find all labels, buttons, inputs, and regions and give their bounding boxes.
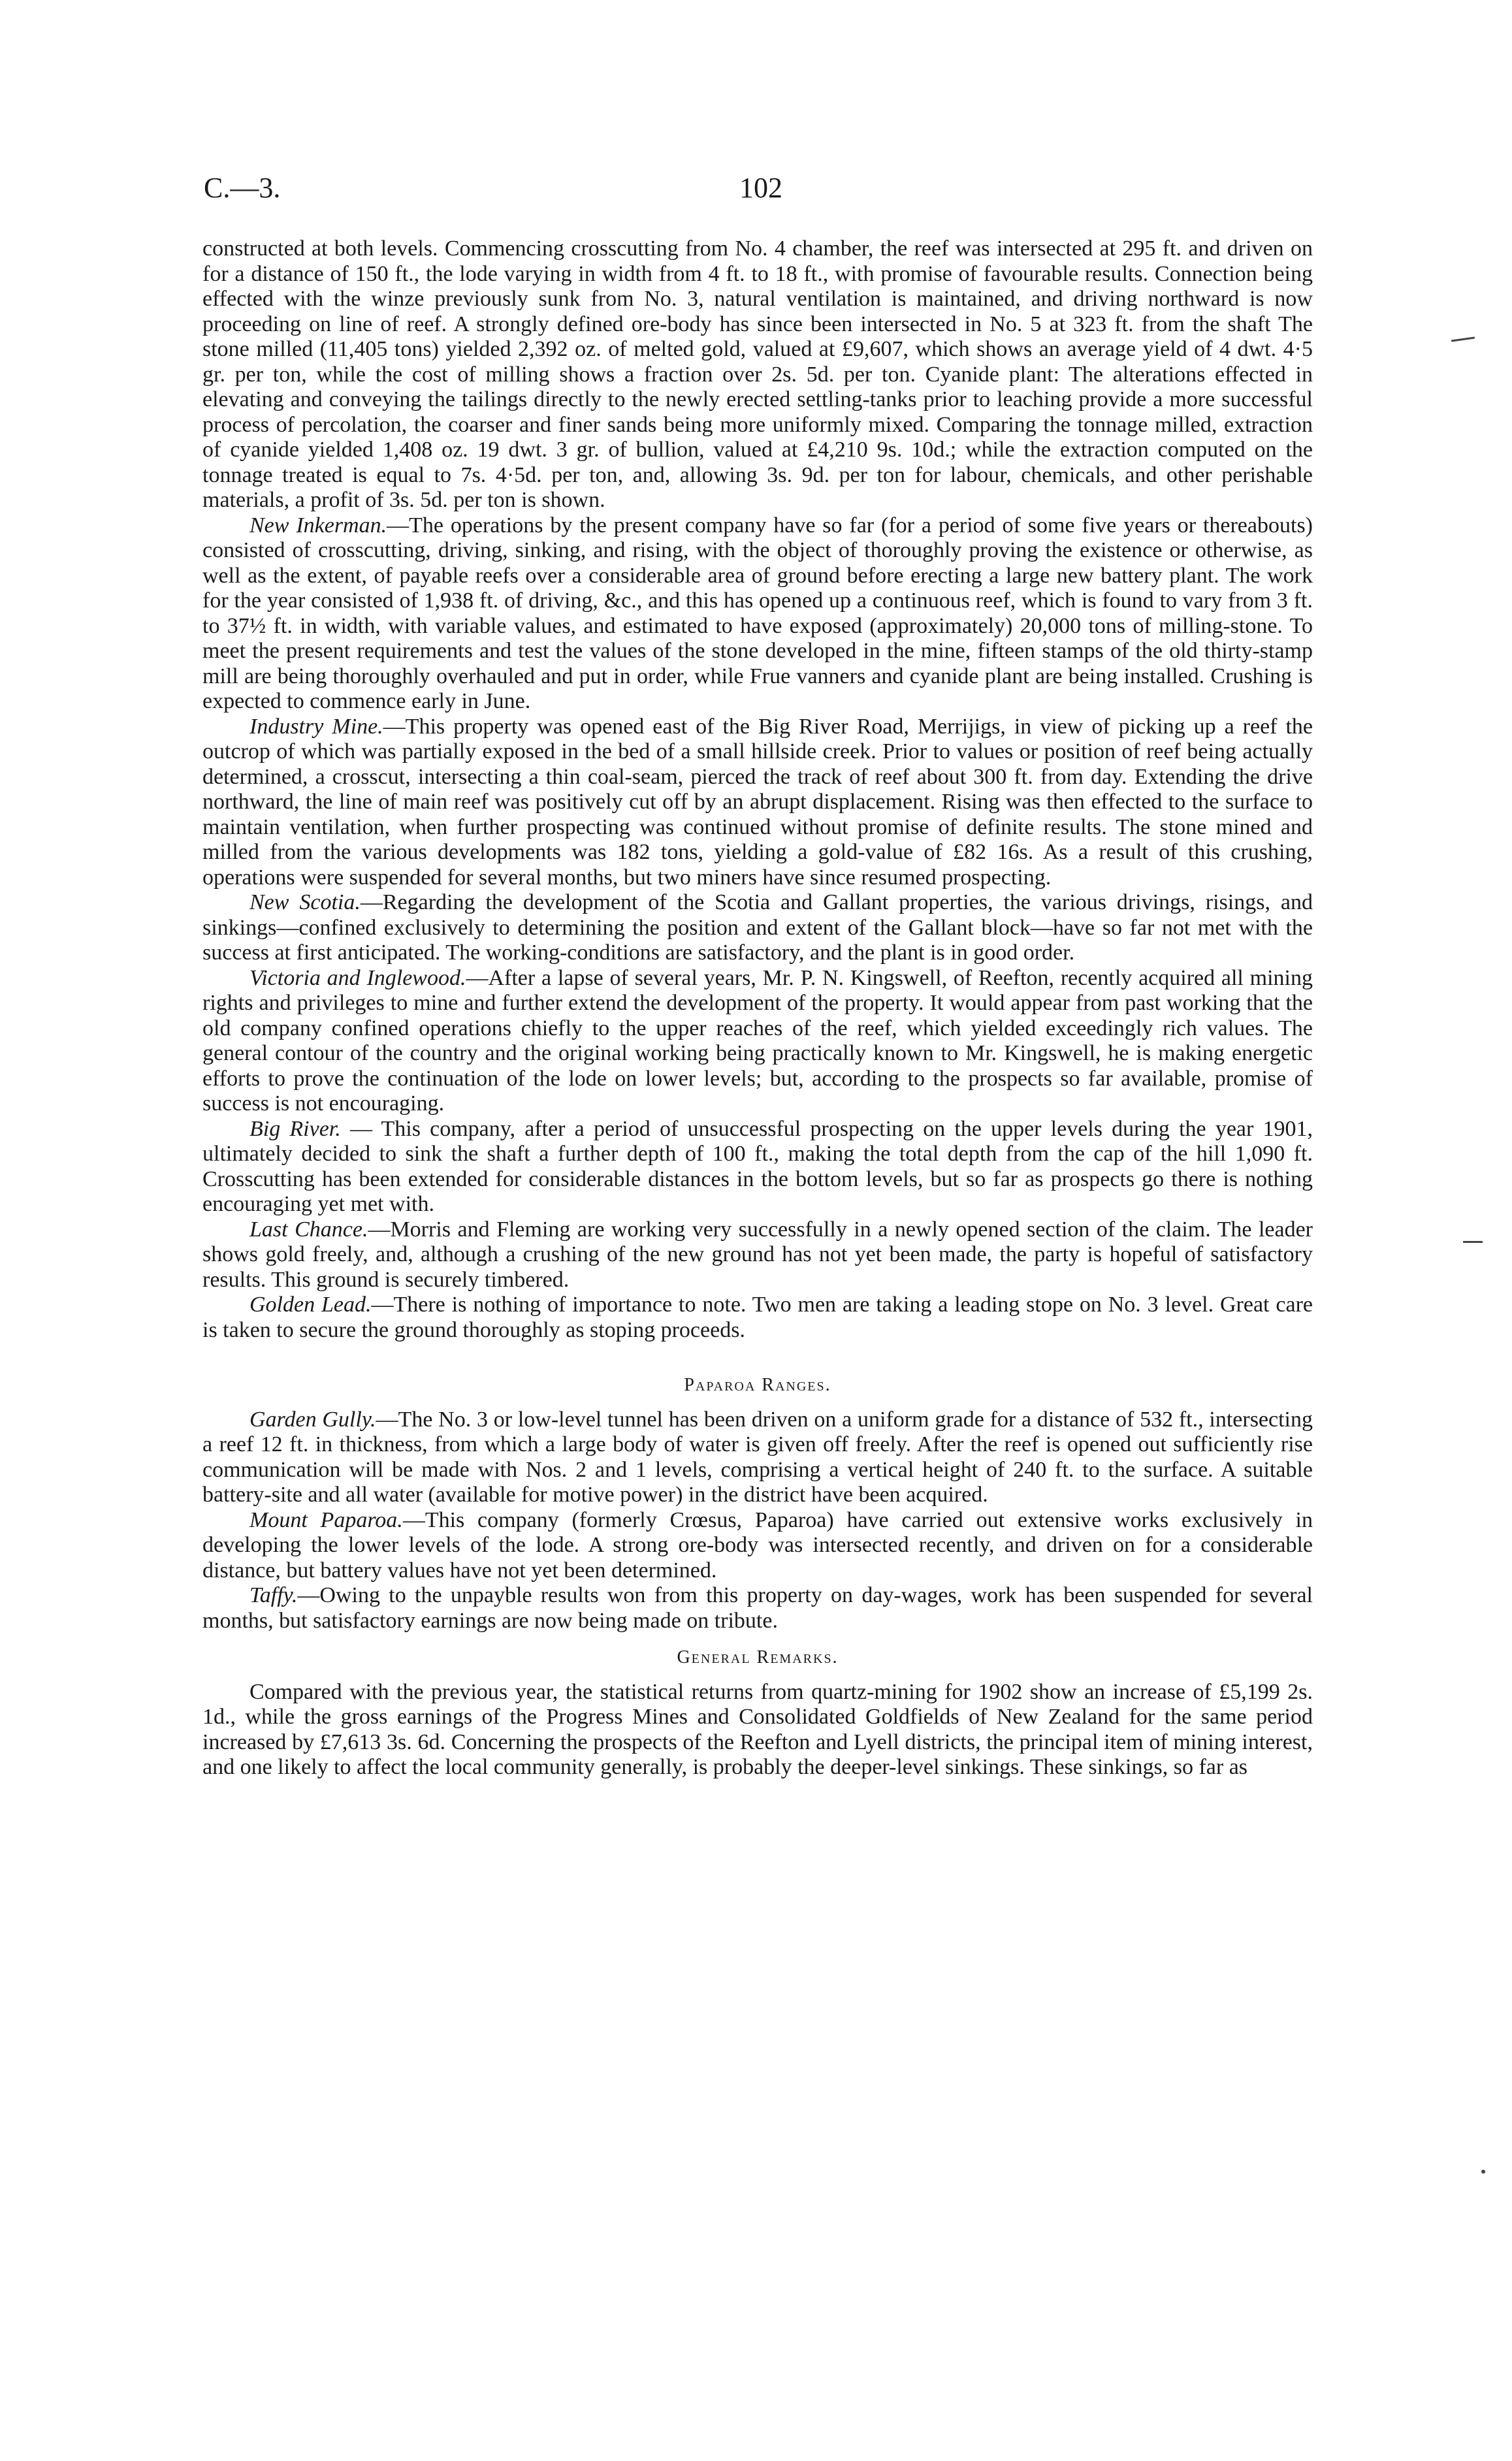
page-number: 102 [739, 172, 782, 204]
paragraph-text: — This company, after a period of unsuccessful prospecting on the upper levels during the year 1901, ultimately decided to sink the shaft a further depth of 100 ft., making the total depth from the cap of the hill 1,090 ft. Crosscutting has been extended for considerable distances in the bottom levels, but so far as prospects go there is nothing encouraging yet met with. [202, 1116, 1313, 1216]
paragraph-text: —Regarding the development of the Scotia and Gallant properties, the various drivings, risings, and sinkings—confined exclusively to determining the position and extent of the Gallant block—have so far not met with the success at first anticipated. The working-conditions are satisfactory, and the plant is in good order. [202, 890, 1313, 965]
margin-dot-mark [1481, 2170, 1485, 2174]
mine-name: Victoria and Inglewood. [249, 965, 466, 990]
mine-name: Taffy. [249, 1583, 298, 1607]
mine-name: New Scotia. [249, 890, 361, 914]
paragraph-victoria-inglewood [202, 966, 1313, 1117]
mine-name: Golden Lead. [249, 1293, 372, 1317]
page-body [202, 236, 1313, 1780]
paragraph-taffy [202, 1583, 1313, 1633]
paragraph-text: —There is nothing of importance to note. Two men are taking a leading stope on No. 3 level. Great care is taken to secure the ground thoroughly as stoping proceeds. [202, 1293, 1313, 1342]
paragraph-text: —Owing to the unpayble results won from this property on day-wages, work has been suspended for several months, but satisfactory earnings are now being made on tribute. [202, 1583, 1313, 1633]
mine-name: Big River. [249, 1116, 341, 1141]
paragraph-golden-lead [202, 1293, 1313, 1343]
paragraph-new-inkerman [202, 513, 1313, 715]
paragraph-garden-gully [202, 1407, 1313, 1508]
paragraph-text: —This property was opened east of the Big River Road, Merrijigs, in view of picking up a reef the outcrop of which was partially exposed in the bed of a small hillside creek. Prior to values or position of reef being actually determined, a crosscut, intersecting a thin coal-seam, pierced the track of reef about 300 ft. from day. Extending the drive northward, the line of main reef was positively cut off by an abrupt displacement. Rising was then effected to the surface to maintain ventilation, when further prospecting was continued without promise of definite results. The stone mined and milled from the various developments was 182 tons, yielding a gold-value of £82 16s. As a result of this crushing, operations were suspended for several months, but two miners have since resumed prospecting. [202, 714, 1313, 890]
paragraph-text: —The No. 3 or low-level tunnel has been driven on a uniform grade for a distance of 532 ft., intersecting a reef 12 ft. in thickness, from which a large body of water is given off freely. After the reef is opened out sufficiently rise communication will be made with Nos. 2 and 1 levels, comprising a vertical height of 240 ft. to the surface. A suitable battery-site and all water (available for motive power) in the district have been acquired. [202, 1407, 1313, 1507]
page-header [0, 171, 1512, 217]
paragraph-big-river [202, 1117, 1313, 1217]
mine-name: Mount Paparoa. [249, 1507, 403, 1532]
mine-name: New Inkerman. [249, 513, 387, 538]
paragraph-text: —After a lapse of several years, Mr. P. N. Kingswell, of Reefton, recently acquired all mining rights and privileges to mine and further extend the development of the property. It would appear from past working that the old company confined operations chiefly to the upper reaches of the reef, which yielded exceedingly rich values. The general contour of the country and the original working being practically known to Mr. Kingswell, he is making energetic efforts to prove the continuation of the lode on lower levels; but, according to the prospects so far available, promise of success is not encouraging. [202, 965, 1313, 1116]
paragraph-industry-mine [202, 715, 1313, 891]
intro-paragraph: constructed at both levels. Commencing crosscutting from No. 4 chamber, the reef was intersected at 295 ft. and driven on for a distance of 150 ft., the lode varying in width from 4 ft. to 18 ft., with promise of favourable results. Connection being effected with the winze previously sunk from No. 3, natural ventilation is maintained, and driving northward is now proceeding on line of reef. A strongly defined ore-body has since been intersected in No. 5 at 323 ft. from the shaft The stone milled (11,405 tons) yielded 2,392 oz. of melted gold, valued at £9,607, which shows an average yield of 4 dwt. 4·5 gr. per ton, while the cost of milling shows a fraction over 2s. 5d. per ton. Cyanide plant: The alterations effected in elevating and conveying the tailings directly to the newly erected settling-tanks prior to leaching provide a more successful process of percolation, the coarser and finer sands being more uniformly mixed. Comparing the tonnage milled, extraction of cyanide yielded 1,408 oz. 19 dwt. 3 gr. of bullion, valued at £4,210 9s. 10d.; while the extraction computed on the tonnage treated is equal to 7s. 4·5d. per ton, and, allowing 3s. 9d. per ton for labour, chemicals, and other perishable materials, a profit of 3s. 5d. per ton is shown. [202, 236, 1313, 512]
mine-name: Garden Gully. [249, 1407, 376, 1432]
paragraph-general-remarks: Compared with the previous year, the statistical returns from quartz-mining for 1902 show an increase of £5,199 2s. 1d., while the gross earnings of the Progress Mines and Consolidated Goldfields of New Zealand for the same period increased by £7,613 3s. 6d. Concerning the prospects of the Reefton and Lyell districts, the principal item of mining interest, and one likely to affect the local community generally, is probably the deeper-level sinkings. These sinkings, so far as [202, 1679, 1313, 1779]
paragraph-text: —Morris and Fleming are working very successfully in a newly opened section of the claim. The leader shows gold freely, and, although a crushing of the new ground has not yet been made, the party is hopeful of satisfactory results. This ground is securely timbered. [202, 1217, 1313, 1292]
section-heading-paparoa: Paparoa Ranges. [684, 1375, 831, 1395]
paragraph-new-scotia [202, 890, 1313, 966]
margin-pencil-mark [1451, 337, 1475, 342]
section-heading-general-remarks: General Remarks. [677, 1647, 839, 1667]
paragraph-text: —The operations by the present company have so far (for a period of some five years or thereabouts) consisted of crosscutting, driving, sinking, and rising, with the object of thoroughly proving the existence or otherwise, as well as the extent, of payable reefs over a considerable area of ground before erecting a large new battery plant. The work for the year consisted of 1,938 ft. of driving, &c., and this has opened up a continuous reef, which is found to vary from 3 ft. to 37½ ft. in width, with variable values, and estimated to have exposed (approximately) 20,000 tons of milling-stone. To meet the present requirements and test the values of the stone developed in the mine, fifteen stamps of the old thirty-stamp mill are being thoroughly overhauled and put in order, while Frue vanners and cyanide plant are being installed. Crushing is expected to commence early in June. [202, 513, 1313, 713]
paragraph-text: —This company (formerly Crœsus, Paparoa) have carried out extensive works exclusively in developing the lower levels of the lode. A strong ore-body was intersected recently, and driven on for a considerable distance, but battery values have not yet been determined. [202, 1507, 1313, 1583]
document-reference: C.—3. [204, 172, 281, 204]
mine-name: Industry Mine. [249, 714, 383, 739]
margin-pencil-mark [1463, 1241, 1483, 1243]
paragraph-mount-paparoa [202, 1508, 1313, 1584]
mine-name: Last Chance. [249, 1217, 368, 1242]
paragraph-last-chance [202, 1217, 1313, 1293]
